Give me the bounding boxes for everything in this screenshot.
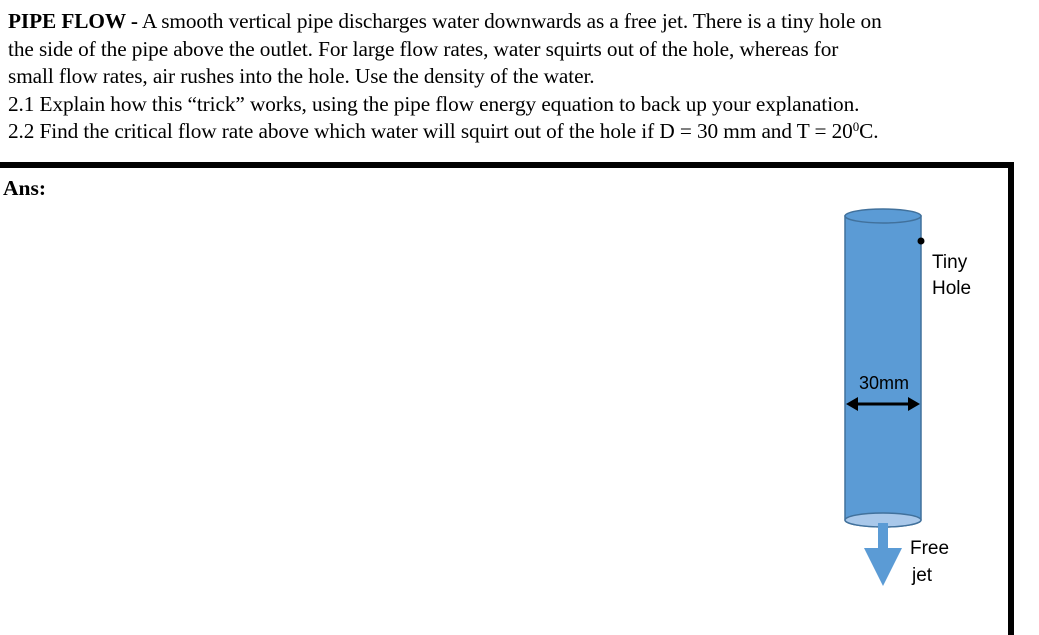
answer-label: Ans:: [3, 176, 47, 200]
pipe-body: [845, 216, 921, 527]
question-2-2-text: 2.2 Find the critical flow rate above which water will squirt out of the hole if D = 30 mm and T = 20: [8, 119, 853, 143]
problem-intro-2: the side of the pipe above the outlet. For large flow rates, water squirts out of the hole, whereas for: [8, 36, 839, 61]
free-jet-arrow: [864, 523, 902, 586]
degree-superscript: 0: [852, 119, 860, 134]
problem-heading: PIPE FLOW -: [8, 9, 138, 33]
pipe-top-end: [845, 209, 921, 223]
tiny-hole-dot: [918, 238, 925, 245]
jet-label-2: jet: [912, 565, 933, 586]
problem-intro-3: small flow rates, air rushes into the hole. Use the density of the water.: [8, 64, 595, 88]
question-2-2-end: C.: [859, 119, 879, 143]
diameter-label: 30mm: [859, 373, 910, 393]
problem-intro-1: A smooth vertical pipe discharges water downwards as a free jet. There is a tiny hole on: [141, 9, 882, 33]
jet-label-1: Free: [910, 538, 950, 559]
hole-label-1: Tiny: [932, 252, 968, 273]
question-2-1: 2.1 Explain how this “trick” works, using the pipe flow energy equation to back up your explanation.: [8, 91, 860, 116]
hole-label-2: Hole: [932, 278, 972, 299]
